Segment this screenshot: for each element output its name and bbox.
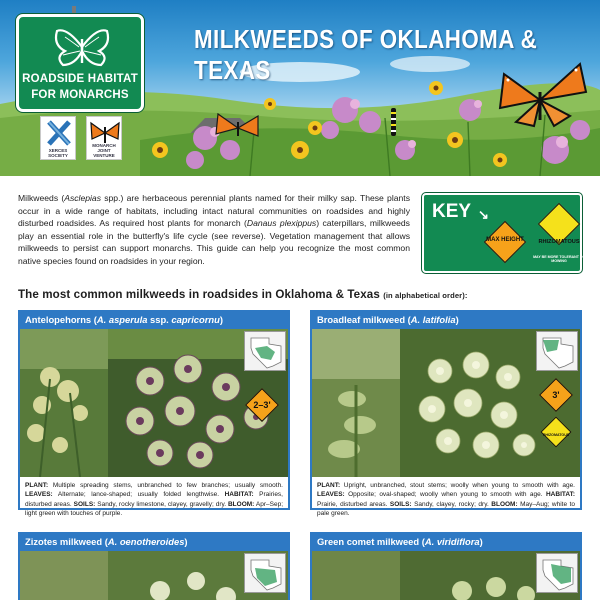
banner: [0, 0, 600, 176]
range-map: [244, 331, 286, 371]
range-map: [244, 553, 286, 593]
range-map-graphic: [537, 554, 577, 592]
sign-line-2: FOR MONARCHS: [31, 89, 129, 101]
monarch-logo-text: MONARCH JOINT VENTURE: [92, 143, 116, 158]
key-arrow-icon: ↘: [478, 207, 489, 222]
height-value: 3': [552, 390, 560, 400]
card-antelopehorns: [18, 310, 290, 517]
section-heading: The most common milkweeds in roadsides in Oklahoma & Texas (in alphabetical order):: [18, 288, 468, 301]
xerces-logo-text: XERCES SOCIETY: [48, 148, 68, 158]
rhizomatous-label: RHIZOMATOUS: [538, 239, 580, 245]
card-description: PLANT: Upright, unbranched, stout stems; woolly when young to smooth with age. LEAVES: Opposite; oval-shaped; woolly when young to smooth with age. HABITAT: Prairie, disturbed areas. SOILS: Sandy, clayey, rocky; dry. BLOOM: May–Aug; white to pale green.: [317, 482, 576, 517]
key-title: KEY: [432, 201, 472, 222]
card-photos: [312, 329, 580, 477]
range-map: [536, 331, 578, 371]
page-title: MILKWEEDS OF OKLAHOMA & TEXAS: [194, 24, 538, 85]
intro-paragraph: Milkweeds (Asclepias spp.) are herbaceous perennial plants named for their milky sap. These plants occur in a wide range of habitats, including intact natural communities on roadsides and highly disturbed roadsides. As required host plants for monarch (Danaus plexippus) caterpillars, milkweeds play an essential role in the butterfly's life cycle (see reverse). Vegetation management that allows milkweeds to persist can support monarchs. This guide can help you recognize the most common native species found on roadsides in your region.: [18, 193, 410, 266]
card-title: Green comet milkweed (A. viridiflora): [312, 534, 580, 551]
max-height-label: MAX HEIGHT: [486, 237, 524, 243]
monarch-joint-venture-logo: [86, 116, 122, 160]
range-map-graphic: [537, 332, 577, 370]
card-green-comet-milkweed: [310, 532, 582, 600]
height-value: 2–3': [253, 400, 271, 410]
roadside-habitat-sign: [16, 14, 144, 112]
range-map: [536, 553, 578, 593]
card-zizotes-milkweed: [18, 532, 290, 600]
xerces-society-logo: [40, 116, 76, 160]
range-map-graphic: [245, 332, 285, 370]
card-photos: [20, 329, 288, 477]
card-title: Broadleaf milkweed (A. latifolia): [312, 312, 580, 329]
card-broadleaf-milkweed: [310, 310, 582, 517]
rhizomatous-sub-label: MAY BE MORE TOLERANT OF MOWING: [533, 255, 585, 263]
rhizomatous-badge-label: RHIZOMATOUS: [542, 433, 570, 437]
card-photos: [20, 551, 288, 600]
card-title: Antelopehorns (A. asperula ssp. capricornu): [20, 312, 288, 329]
range-map-graphic: [245, 554, 285, 592]
card-photos: [312, 551, 580, 600]
card-description: PLANT: Multiple spreading stems, unbranched to few branches; usually smooth. LEAVES: Alternate; lance-shaped; usually folded lengthwise. HABITAT: Prairies, disturbed areas. SOILS: Sandy, rocky limestone, clayey, gravelly; dry. BLOOM: Apr–Sep; light green with touches of purple.: [25, 482, 284, 517]
sign-line-1: ROADSIDE HABITAT: [22, 73, 138, 85]
key-legend: [422, 193, 585, 273]
butterfly-icon: [53, 25, 111, 69]
xerces-x-icon: [41, 117, 77, 149]
card-title: Zizotes milkweed (A. oenotheroides): [20, 534, 288, 551]
